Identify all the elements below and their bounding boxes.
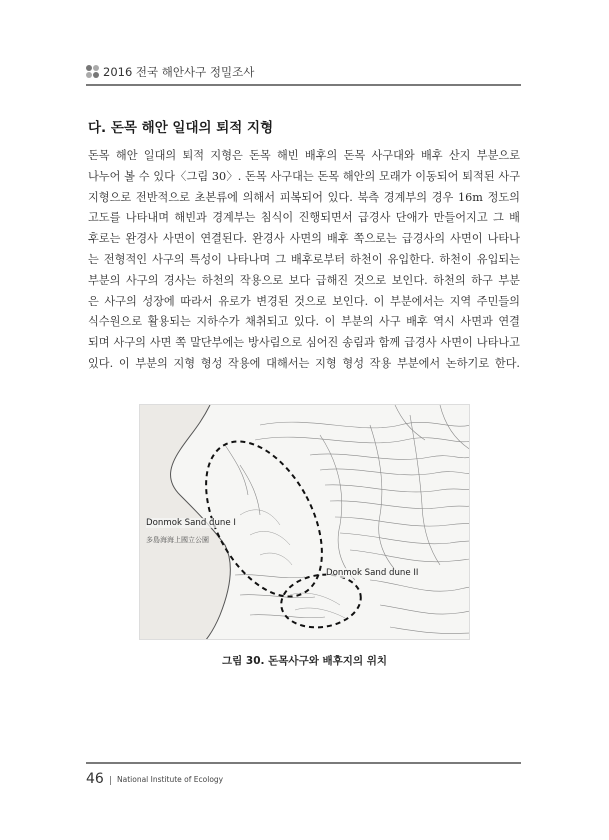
dune-hatching <box>240 510 345 618</box>
dune-2-label: Donmok Sand dune II <box>326 568 419 578</box>
body-line: 후로는 완경사 사면이 연결된다. 완경사 사면의 배후 쪽으로는 급경사의 사면이 나타나 <box>88 232 520 246</box>
national-park-label: 多島海海上國立公園 <box>146 536 209 544</box>
body-line: 고도를 나타내며 해빈과 경계부는 침식이 진행되면서 급경사 단애가 만들어지고 그 배 <box>88 211 520 225</box>
body-line: 되며 사구의 사면 쪽 말단부에는 방사림으로 심어진 송림과 함께 급경사 사면이 나타나고 <box>88 336 520 350</box>
body-line: 식수원으로 활용되는 지하수가 채취되고 있다. 이 부분의 사구 배후 역시 사면과 연결 <box>88 315 520 329</box>
body-paragraph <box>88 146 520 375</box>
figure-caption: 그림 30. 돈목사구와 배후지의 위치 <box>221 655 388 667</box>
body-line: 지형으로 전반적으로 초본류에 의해서 피복되어 있다. 북측 경계부의 경우 16m 정도의 <box>88 190 520 204</box>
body-line: 있다. 이 부분의 지형 형성 작용에 대해서는 지형 형성 작용 부분에서 논하기로 한다. <box>88 356 520 370</box>
contour-lines <box>225 405 470 634</box>
footer-divider <box>86 762 521 764</box>
header-dots-icon <box>86 65 100 79</box>
body-line: 은 사구의 성장에 따라서 유로가 변경된 것으로 보인다. 이 부분에서는 지역 주민들의 <box>88 294 520 308</box>
dune-2-boundary <box>278 570 364 633</box>
body-line: 나누어 볼 수 있다〈그림 30〉. 돈목 사구대는 돈목 해안의 모래가 이동되어 퇴적된 사구 <box>88 169 520 183</box>
dune-1-label: Donmok Sand dune I <box>146 518 236 528</box>
body-line: 부분의 사구의 경사는 하천의 작용으로 보다 급해진 것으로 보인다. 하천의 하구 부분 <box>88 273 520 287</box>
page-number: 46 <box>86 771 104 787</box>
topographic-map-figure <box>139 404 470 640</box>
section-title: 다. 돈목 해안 일대의 퇴적 지형 <box>88 120 274 136</box>
footer-institution: National Institute of Ecology <box>117 775 224 784</box>
body-line: 는 전형적인 사구의 특성이 나타나며 그 배후로부터 하천이 유입한다. 하천이 유입되는 <box>88 252 520 266</box>
body-line: 돈목 해안 일대의 퇴적 지형은 돈목 해빈 배후의 돈목 사구대와 배후 산지 부분으로 <box>88 149 520 162</box>
header-title: 2016 전국 해안사구 정밀조사 <box>103 65 255 79</box>
footer-separator <box>110 776 111 785</box>
header-divider <box>86 84 521 86</box>
